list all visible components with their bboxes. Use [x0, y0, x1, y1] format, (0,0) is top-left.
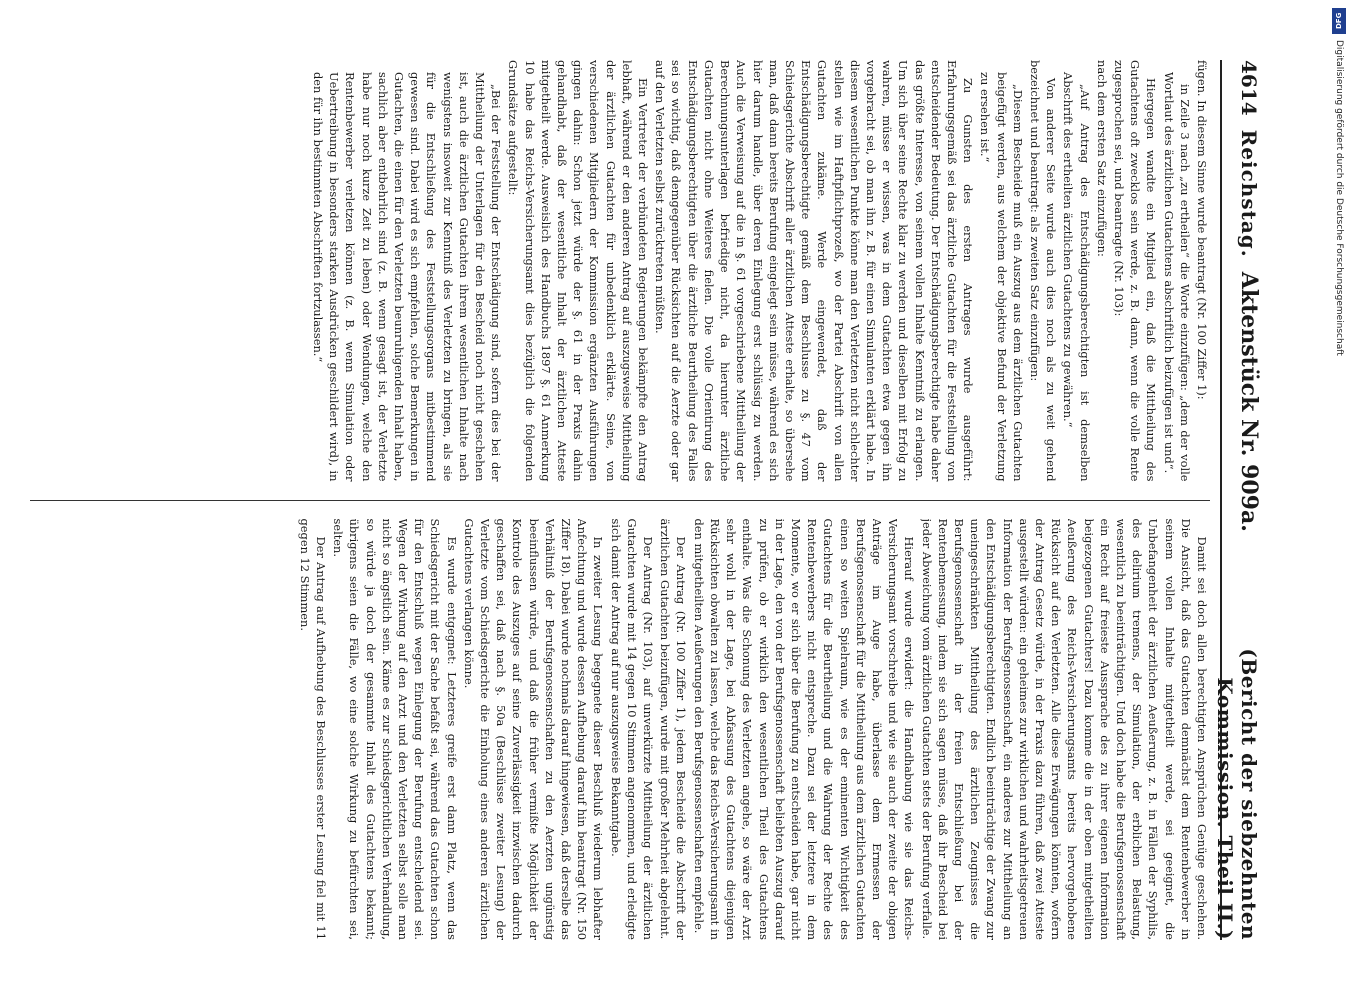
paragraph: Hierauf wurde erwidert: die Handhabung wie sie das Reichs-Versicherungsamt vorschreibe und wie sie auch der zweite der obigen Anträge im Auge habe, überlasse dem Ermessen der Berufsgenossenschaft für die Mittheilung aus dem ärztlichen Gutachten einen so weiten Spielraum, wie es der eminenten Wichtigkeit des Gutachtens für die Beurtheilung und die Wahrung der Rechte des Rentenbewerbers nicht entspreche. Dazu sei der letztere in dem Momente, wo er sich über die Berufung zu entscheiden habe, gar nicht in der Lage, den von der Berufsgenossenschaft beliebten Auszug darauf zu prüfen, ob er wirklich den wesentlichen Theil des Gutachtens enthalte. Was die Schonung des Verletzten angehe, so wäre der Arzt sehr wohl in der Lage, bei Abfassung des Gutachtens diejenigen Rücksichten obwalten zu lassen, welche das Reichs-Versicherungsamt in den mitgetheilten Aeußerungen den Berufsgenossenschaften empfehle.: [691, 518, 917, 940]
text-columns: [30, 60, 1210, 940]
paragraph: Der Antrag auf Aufhebung des Beschlusses erster Lesung fiel mit 11 gegen 12 Stimmen.: [297, 518, 329, 940]
paragraph: nach dem ersten Satz einzufügen:: [1094, 60, 1109, 257]
left-column: [30, 60, 1210, 482]
paragraph: Zu Gunsten des ersten Antrages wurde ausgeführt: Erfahrungsgemäß sei das ärztliche Gutachten für die Feststellung von entscheidender Bedeutung. Der Entschädigungsberechtigte habe daher das größte Interesse, von seinem vollen Inhalte Kenntniß zu erlangen. Um sich über seine Rechte klar zu werden und dieselben mit Erfolg zu wahren, müsse er wissen, was in dem Gutachten etwa gegen ihn vorgebracht sei, ob man ihn z. B. für einen Simulanten erklärt habe. In diesem wesentlichen Punkte könne man den Verletzten nicht schlechter stellen wie im Haftpflichtprozeß, wo der Partei Abschrift von allen Gutachten zukäme. Werde eingewendet, daß der Entschädigungsberechtigte gemäß dem Beschlusse zu §. 47 vom Schiedsgerichte Abschrift aller ärztlichen Atteste erhalte, so übersehe man, daß dann bereits Berufung eingelegt sein müsse, während es sich hier darum handle, über deren Einlegung erst schlüssig zu werden. Auch die Verweisung auf die in §. 61 vorgeschriebene Mittheilung der Berechnungsunterlagen befriedige nicht, da hierunter ärztliche Gutachten nicht ohne Weiteres fielen. Die volle Orientirung des Entschädigungsberechtigten über die ärztliche Beurtheilung des Falles sei so wichtig, daß demgegenüber Rücksichten auf die Aerzte oder gar auf den Verletzten selbst zurücktreten müßten.: [653, 60, 976, 482]
header-document-number: Aktenstück Nr. 909a.: [1236, 271, 1262, 532]
paragraph: Von anderer Seite wurde auch dies noch als zu weit gehend bezeichnet und beantragt: als zweiten Satz einzufügen:: [1027, 60, 1059, 482]
dfg-logo: DFG: [1332, 8, 1346, 34]
paragraph: fügen. In diesem Sinne wurde beantragt (Nr. 100 Ziffer 1):: [1195, 60, 1209, 400]
header-title: (Bericht der siebzehnten Kommission. Theil II.): [1213, 648, 1261, 940]
page-header: [1213, 60, 1262, 940]
quoted-paragraph: „Bei der Feststellung der Entschädigung sind, sofern dies bei der Mittheilung der Unterlagen für den Bescheid noch nicht geschehen ist, auch die ärztlichen Gutachten ihrem wesentlichen Inhalte nach wenigstens insoweit zur Kenntniß des Verletzten zu bringen, als sie für die Entschließung des Feststellungsorgans mitbestimmend gewesen sind. Dabei wird es sich empfehlen, solche Bemerkungen in Gutachten, die einen für den Verletzten beunruhigenden Inhalt haben, sachlich aber entbehrlich sind (z. B. wenn gesagt ist, der Verletzte habe nur noch kurze Zeit zu leben) oder Wendungen, welche den Rentenbewerber verletzen können (z. B. wenn Simulation oder Uebertreibung in besonders starken Ausdrücken geschildert wird), in den für ihn bestimmten Abschriften fortzulassen.“: [311, 72, 504, 482]
quoted-paragraph: „Auf Antrag des Entschädigungsberechtigten ist demselben Abschrift des ertheilten ärztlichen Gutachtens zu gewähren.“: [1061, 72, 1092, 482]
paragraph: Der Antrag (Nr. 100 Ziffer 1), jedem Bescheide die Abschrift der ärztlichen Gutachten beizufügen, wurde mit großer Mehrheit abgelehnt.: [658, 518, 689, 940]
digitization-note: [1329, 8, 1349, 992]
quoted-paragraph: in Zeile 3 nach „zu ertheilen“ die Worte einzufügen: „dem der volle Wortlaut des ärztlichen Gutachtens abschriftlich beizufügen ist und“.: [1161, 72, 1192, 482]
paragraph: Hiergegen wandte ein Mitglied ein, daß die Mittheilung des Gutachtens oft zwecklos sein werde, z. B. dann, wenn die volle Rente zugesprochen sei, und beantragte (Nr. 103):: [1111, 60, 1159, 482]
quoted-paragraph: „Diesem Bescheide muß ein Auszug aus dem ärztlichen Gutachten beigefügt werden, aus welchem der objektive Befund der Verletzung zu ersehen ist.“: [978, 72, 1025, 482]
paragraph: Der Antrag (Nr. 103), auf unverkürzte Mittheilung der ärztlichen Gutachten wurde mit 14 gegen 10 Stimmen angenommen, und erledigte sich damit der Antrag auf nur auszugsweise Bekanntgabe.: [608, 518, 656, 940]
digitization-credit: Digitalisierung gefördert durch die Deutsche Forschungsgemeinschaft: [1334, 40, 1344, 356]
paragraph: Es wurde entgegnet: Letzteres greife erst dann Platz, wenn das Schiedsgericht mit der Sache befaßt sei, während das Gutachten schon für den Entschluß wegen Einlegung der Berufung entscheidend sei. Wegen der Wirkung auf den Arzt und den Verletzten selbst solle man nicht so ängstlich sein. Käme es zur schiedsgerichtlichen Verhandlung, so würde ja doch der gesammte Inhalt des Gutachtens bekannt; übrigens seien die Fälle, wo eine solche Wirkung zu befürchten sei, selten.: [331, 518, 459, 940]
header-left: Reichstag.: [1237, 129, 1261, 258]
column-divider: [30, 500, 1210, 501]
paragraph: Damit sei doch allen berechtigten Ansprüchen Genüge geschehen. Die Ansicht, daß das Gutachten demnächst dem Rentenbewerber in seinem vollen Inhalte mitgetheilt werde, sei geeignet, die Unbefangenheit der ärztlichen Aeußerung, z. B. in Fällen der Syphilis, des delirium tremens, der Simulation, der erblichen Belastung, wesentlich zu beeinträchtigen. Und doch habe die Berufsgenossenschaft ein Recht auf freieste Aussprache des zu ihrer eigenen Information beigezogenen Gutachters! Dazu komme die in der oben mitgetheilten Aeußerung des Reichs-Versicherungsamts bereits hervorgehobene Rücksicht auf den Verletzten. Alle diese Erwägungen könnten, wofern der Antrag Gesetz würde, in der Praxis dazu führen, daß zwei Atteste ausgestellt würden: ein geheimes zur wirklichen und wahrheitsgetreuen Information der Berufsgenossenschaft, ein anderes zur Mittheilung an den Entschädigungsberechtigten. Endlich beeinträchtige der Zwang zur uneingeschränkten Mittheilung des ärztlichen Zeugnisses die Berufsgenossenschaft in der freien Entschließung bei der Rentenbemessung, indem sie sich sagen müsse, daß ihr Bescheid bei jeder Abweichung vom ärztlichen Gutachten stets der Berufung verfalle.: [919, 518, 1209, 940]
page-number: 4614: [1237, 60, 1261, 116]
paragraph: Ein Vertreter der verbündeten Regierungen bekämpfte den Antrag lebhaft, während er den anderen Antrag auf auszugsweise Mittheilung der ärztlichen Gutachten für unbedenklich erklärte. Seine, von verschiedenen Mitgliedern der Kommission ergänzten Ausführungen gingen dahin: Schon jetzt würde der §. 61 in der Praxis dahin gehandhabt, daß der wesentliche Inhalt der ärztlichen Atteste mitgetheilt werde. Ausweislich des Handbuchs 1897 §. 61 Anmerkung 10 habe das Reichs-Versicherungsamt dies bezüglich die folgenden Grundsätze aufgestellt:: [506, 60, 651, 482]
right-column: [30, 519, 1210, 941]
paragraph: In zweiter Lesung begegnete dieser Beschluß wiederum lebhafter Anfechtung und wurde dessen Aufhebung darauf hin beantragt (Nr. 150 Ziffer 18). Dabei wurde nochmals darauf hingewiesen, daß derselbe das Verhältniß der Berufsgenossenschaften zu den Aerzten ungünstig beeinflussen würde, und daß die früher vermißte Möglichkeit der Kontrole des Auszuges auf seine Zuverlässigkeit inzwischen dadurch geschaffen sei, daß nach §. 50a (Beschlüsse zweiter Lesung) der Verletzte vom Schiedsgerichte die Einholung eines anderen ärztlichen Gutachtens verlangen könne.: [461, 518, 606, 940]
